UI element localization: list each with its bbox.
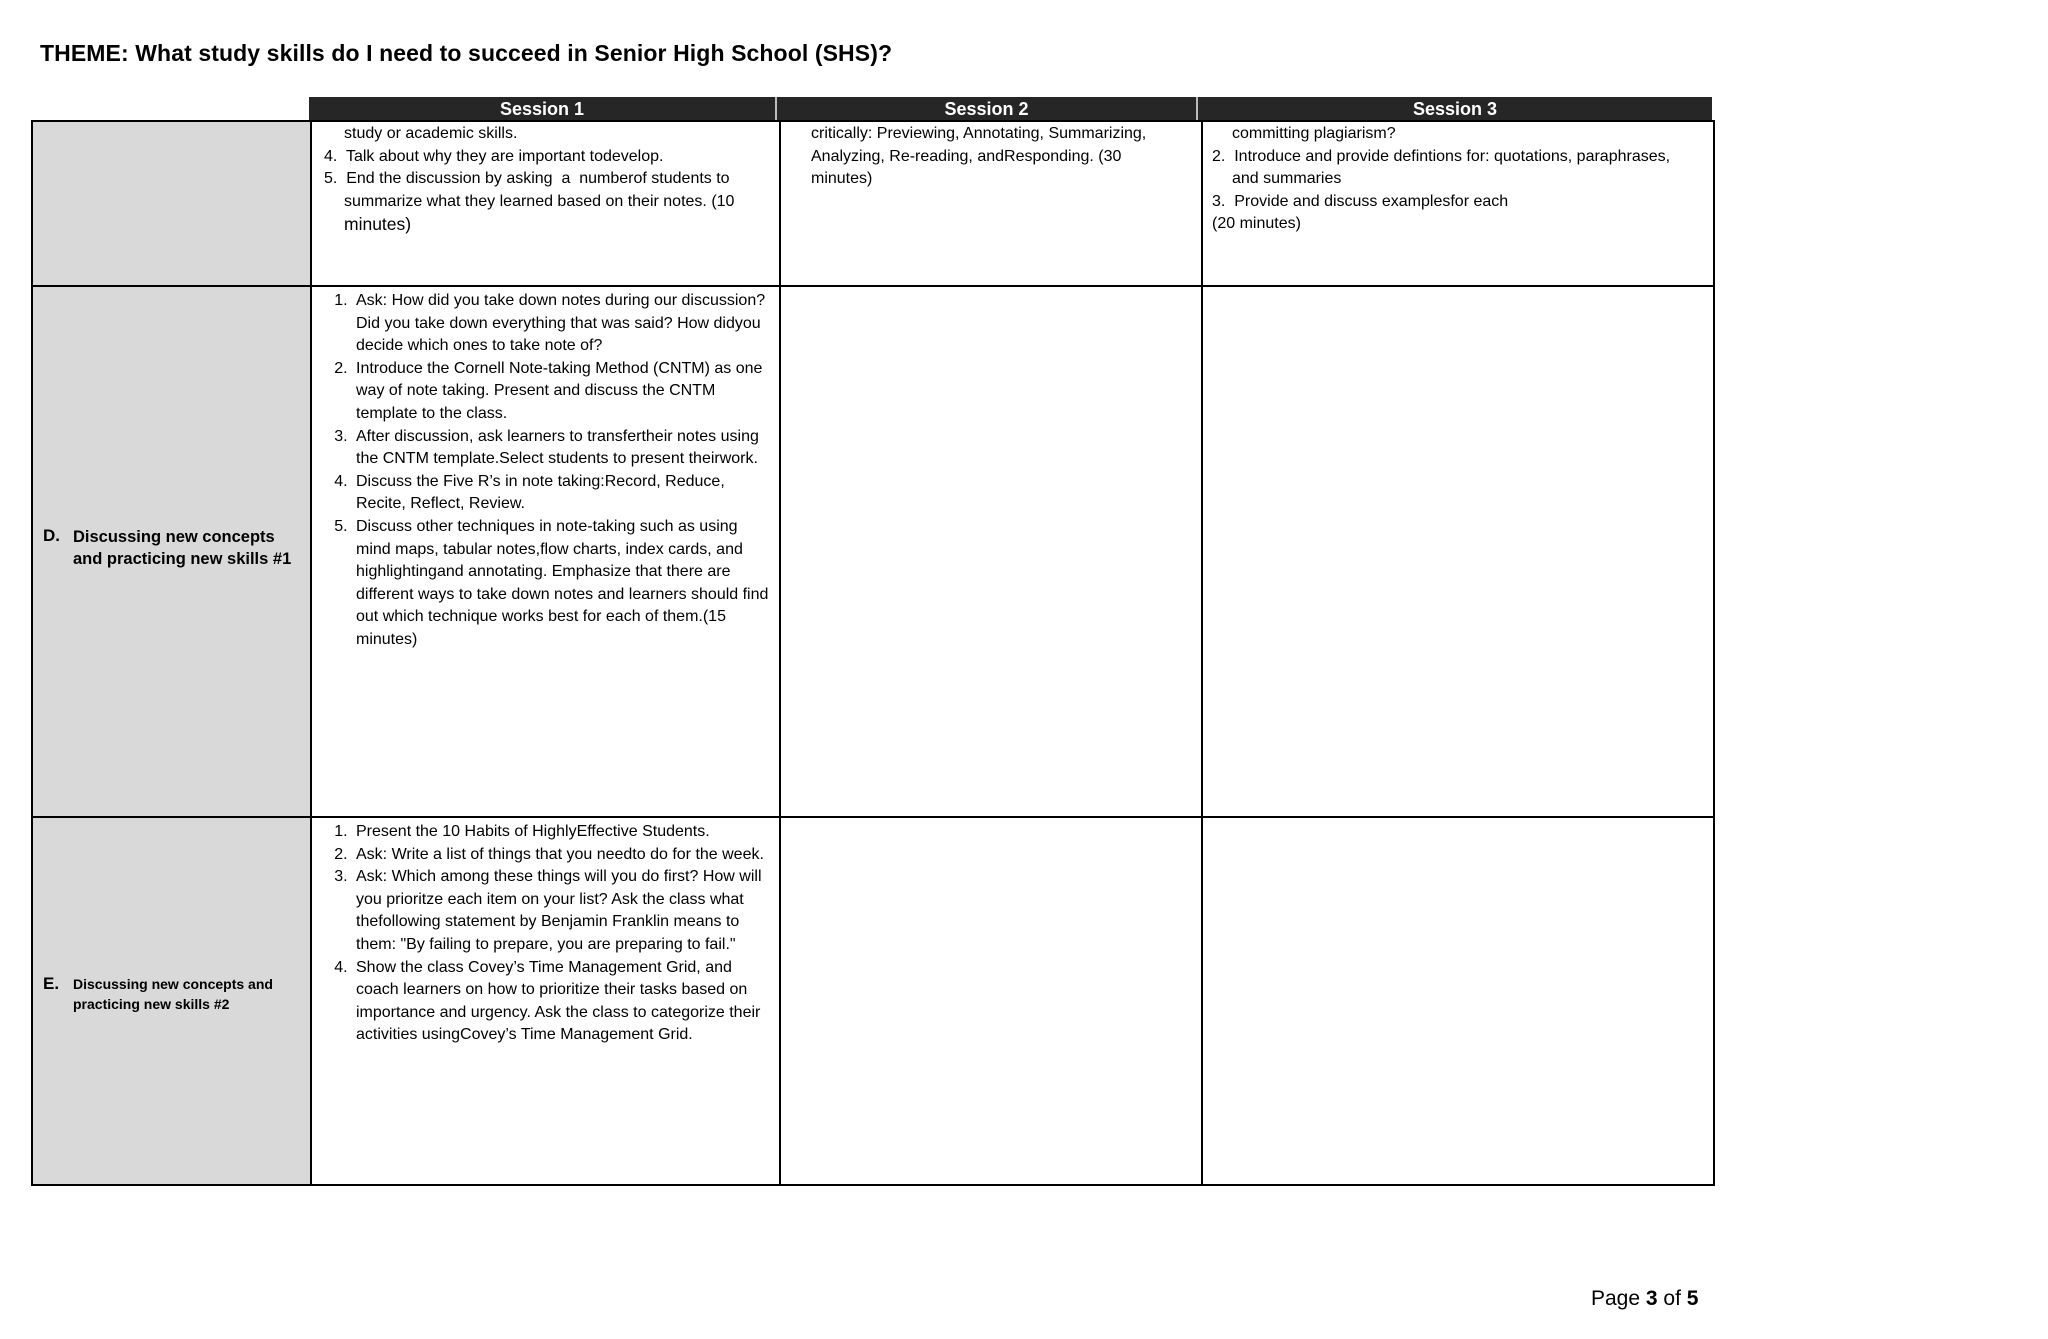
- table-row: [32, 121, 1714, 286]
- activity-list: [330, 290, 771, 652]
- list-item: 1. Ask: How did you take down notes during our discussion? Did you take down everything that was said? How didyou decide which ones to take note of?: [352, 290, 771, 358]
- text-line: 2. Introduce and provide defintions for: quotations, paraphrases,: [1212, 147, 1671, 165]
- text-line: minutes): [811, 170, 873, 188]
- row-label: Discussing new concepts and practicing new skills #1: [73, 527, 292, 568]
- session-1-cell: [311, 286, 780, 817]
- page-word: Page: [1591, 1287, 1641, 1310]
- total-pages: 5: [1686, 1287, 1699, 1310]
- text-line: 4. Talk about why they are important todevelop.: [324, 147, 664, 165]
- list-item: 5. Discuss other techniques in note-taking such as using mind maps, tabular notes,flow charts, index cards, and highlightingand annotating. Emphasize that there are different ways to take down notes and learners should find out which technique works best for each of them.(15 minutes): [352, 516, 771, 652]
- text-line: critically: Previewing, Annotating, Summarizing,: [811, 125, 1147, 142]
- session-2-cell: [780, 121, 1202, 286]
- current-page: 3: [1645, 1287, 1658, 1310]
- text-line: committing plagiarism?: [1232, 125, 1396, 142]
- page-number: [1591, 1287, 1698, 1311]
- session-1-cell: [311, 121, 780, 286]
- session-header-row: [309, 97, 1712, 121]
- row-label: Discussing new concepts and practicing new skills #2: [73, 976, 273, 1012]
- list-item: 1. Present the 10 Habits of HighlyEffective Students.: [352, 821, 771, 844]
- row-label-cell: [32, 286, 311, 817]
- text-line: summarize what they learned based on their notes. (10: [344, 192, 735, 210]
- session-2-cell: [780, 286, 1202, 817]
- text-line: Analyzing, Re-reading, andResponding. (30: [811, 147, 1122, 165]
- row-label-cell: [32, 817, 311, 1185]
- table-row: [32, 286, 1714, 817]
- list-item: 2. Ask: Write a list of things that you needto do for the week.: [352, 844, 771, 867]
- list-item: 2. Introduce the Cornell Note-taking Method (CNTM) as one way of note taking. Present and discuss the CNTM template to the class.: [352, 358, 771, 426]
- text-line: study or academic skills.: [344, 125, 518, 142]
- session-3-header: Session 3: [1412, 99, 1498, 119]
- session-1-header: Session 1: [309, 97, 777, 121]
- session-3-cell: [1202, 817, 1714, 1185]
- text-line: and summaries: [1232, 170, 1342, 188]
- list-item: 3. Ask: Which among these things will you do first? How will you prioritze each item on your list? Ask the class what thefollowing statement by Benjamin Franklin means to them: "By failing to prepare, you are preparing to fail.": [352, 866, 771, 956]
- session-1-cell: [311, 817, 780, 1185]
- lesson-plan-table: [31, 120, 1715, 1186]
- page-title: THEME: What study skills do I need to succeed in Senior High School (SHS)?: [40, 40, 893, 66]
- row-label-cell: [32, 121, 311, 286]
- session-3-cell: [1202, 286, 1714, 817]
- table-row: [32, 817, 1714, 1185]
- text-line: 3. Provide and discuss examplesfor each: [1212, 192, 1509, 210]
- activity-list: [330, 821, 771, 1047]
- text-line: (20 minutes): [1212, 215, 1301, 233]
- text-line: 5. End the discussion by asking a numberof students to: [324, 170, 730, 188]
- session-3-cell: [1202, 121, 1714, 286]
- list-item: 4. Show the class Covey’s Time Management Grid, and coach learners on how to prioritize their tasks based on importance and urgency. Ask the class to categorize their activities usingCovey’s Time Management Grid.: [352, 957, 771, 1047]
- list-item: 4. Discuss the Five R’s in note taking:Record, Reduce, Recite, Reflect, Review.: [352, 471, 771, 516]
- row-letter: E.: [43, 974, 60, 993]
- text-line: minutes): [344, 214, 412, 235]
- row-letter: D.: [43, 525, 60, 545]
- list-item: 3. After discussion, ask learners to transfertheir notes using the CNTM template.Select students to present theirwork.: [352, 426, 771, 471]
- session-2-header: Session 2: [777, 97, 1198, 121]
- of-word: of: [1663, 1287, 1681, 1310]
- session-2-cell: [780, 817, 1202, 1185]
